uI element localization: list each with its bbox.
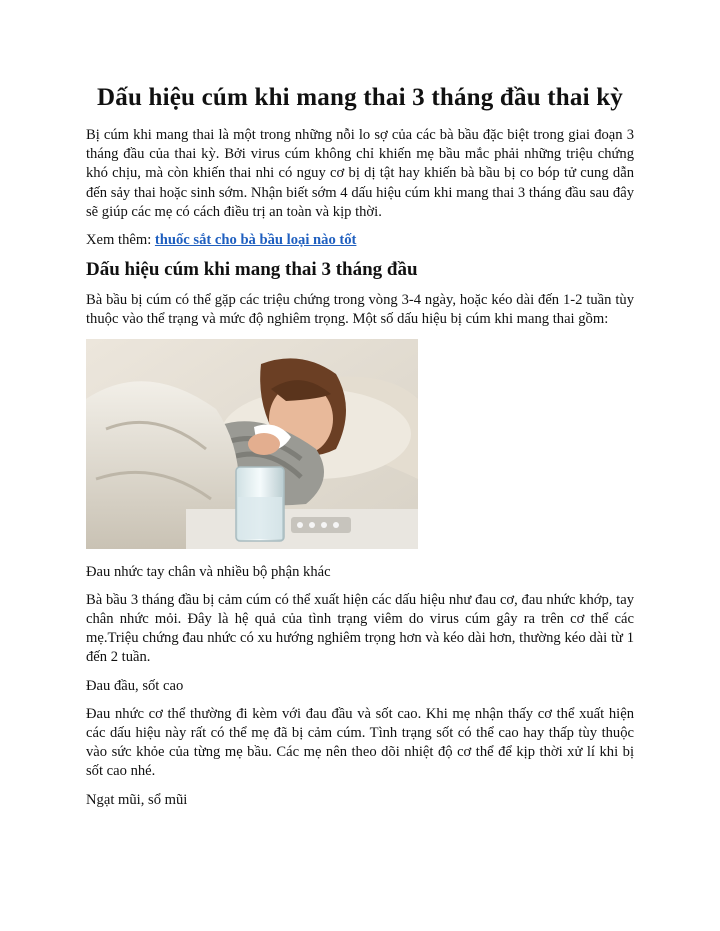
symptom-title-2: Đau đầu, sốt cao bbox=[86, 677, 184, 694]
symptom-body-1: Bà bầu 3 tháng đầu bị cảm cúm có thể xuất hiện các dấu hiệu như đau cơ, đau nhức khớp, tay chân nhức mỏi. Đây là hệ quả của tình trạng viêm do virus cúm gây ra trên cơ thể các mẹ.Triệu chứng đau nhức có xu hướng nghiêm trọng hơn và kéo dài hơn, thường kéo dài từ 1 đến 2 tuần. bbox=[86, 591, 634, 666]
see-also-link[interactable]: thuốc sắt cho bà bầu loại nào tốt bbox=[154, 232, 357, 249]
section-intro-paragraph: Bà bầu bị cúm có thể gặp các triệu chứng trong vòng 3-4 ngày, hoặc kéo dài đến 1-2 tuần tùy thuộc vào thể trạng và mức độ nghiêm trọng. Một số dấu hiệu bị cúm khi mang thai gồm: bbox=[86, 292, 634, 328]
sick-woman-photo bbox=[86, 339, 418, 549]
intro-paragraph: Bị cúm khi mang thai là một trong những nỗi lo sợ của các bà bầu đặc biệt trong giai đoạn 3 tháng đầu của thai kỳ. Bởi virus cúm không chỉ khiến mẹ bầu mắc phải những triệu chứng khó chịu, mà còn khiến thai nhi có nguy cơ bị dị tật hay khiến bà bầu bị co bóp tử cung dẫn đến sảy thai hoặc sinh sớm. Nhận biết sớm 4 dấu hiệu cúm khi mang thai 3 tháng đầu sau đây sẽ giúp các mẹ có cách điều trị an toàn và kịp thời. bbox=[86, 127, 634, 220]
see-also-label: Xem thêm: bbox=[86, 232, 155, 249]
section-heading: Dấu hiệu cúm khi mang thai 3 tháng đầu bbox=[86, 259, 418, 281]
symptom-body-2: Đau nhức cơ thể thường đi kèm với đau đầu và sốt cao. Khi mẹ nhận thấy cơ thể xuất hiện các dấu hiệu này rất có thể mẹ đã bị cảm cúm. Tình trạng sốt có thể cao hay thấp tùy thuộc vào sức khỏe của từng mẹ bầu. Các mẹ nên theo dõi nhiệt độ cơ thể để kịp thời xử lí khi bị sốt cao nhé. bbox=[86, 705, 634, 780]
article-title: Dấu hiệu cúm khi mang thai 3 tháng đầu thai kỳ bbox=[96, 84, 623, 111]
symptom-title-1: Đau nhức tay chân và nhiều bộ phận khác bbox=[86, 563, 331, 580]
symptom-title-3: Ngạt mũi, sổ mũi bbox=[86, 791, 188, 808]
see-also-line bbox=[86, 231, 634, 250]
